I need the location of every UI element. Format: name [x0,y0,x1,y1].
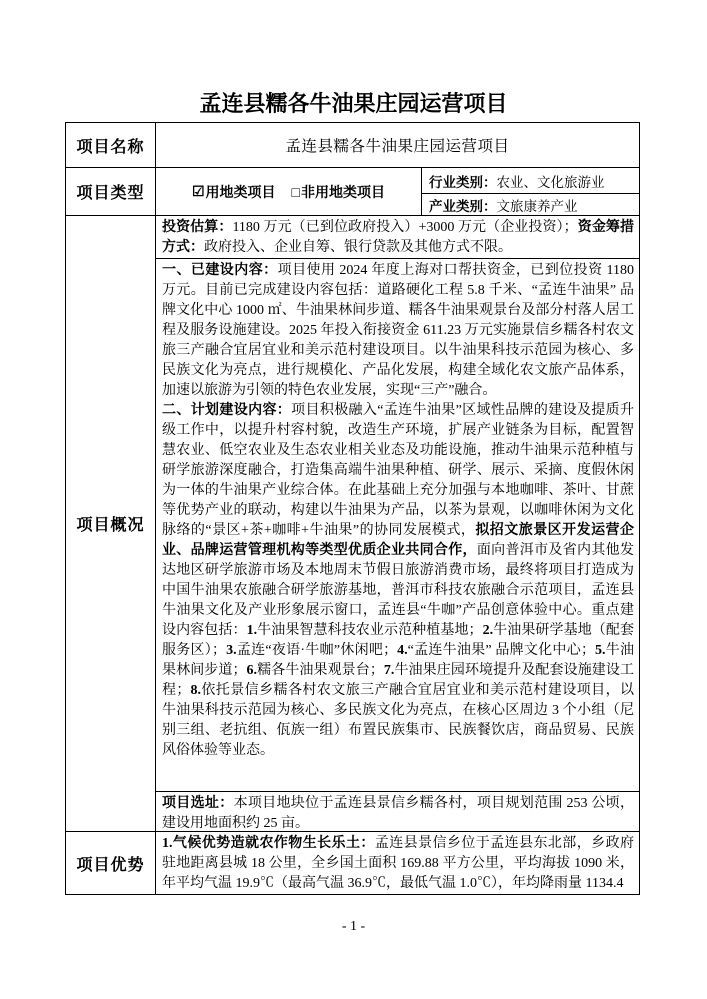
site-selection-section [156,792,639,831]
investment-section [156,216,639,258]
unchecked-checkbox-icon: □ [291,183,301,200]
table-row-project-type [66,167,639,215]
project-type-options [156,168,422,215]
checkbox-land-project[interactable] [192,182,276,202]
project-advantages-label: 项目优势 [66,832,156,894]
checked-checkbox-icon: ☑ [191,183,205,199]
investment-paragraph: 投资估算：1180 万元（已到位政府投入）+3000 万元（企业投资）；资金筹措方式：政府投入、企业自筹、银行贷款及其他方式不限。 [162,220,635,255]
project-info-table [65,122,640,895]
sector-category-value: 文旅康养产业 [496,198,578,214]
industry-category-value: 农业、文化旅游业 [496,174,605,190]
project-name-value: 孟连县糯各牛油果庄园运营项目 [285,138,510,155]
table-row-project-overview [66,215,639,831]
project-advantages-content [156,832,639,894]
project-name-label: 项目名称 [66,123,156,167]
construction-section [156,258,639,792]
checkbox-nonland-label: 非用地类项目 [301,183,386,200]
industry-category-row [422,168,639,194]
project-overview-label: 项目概况 [66,216,156,831]
table-row-project-advantages [66,831,639,894]
document-title: 孟连县糯各牛油果庄园运营项目 [199,91,508,116]
category-cell [422,168,639,215]
project-overview-content [156,216,639,831]
sector-category-row [422,194,639,215]
planned-content-paragraph: 二、计划建设内容：项目积极融入“孟连牛油果”区域性品牌的建设及提质升级工作中，以提升村容村貌，改造生产环境，扩展产业链条为目标，配置智慧农业、低空农业及生态农业相关业态及功能设施，推动牛油果示范种植与研学旅游深度融合，打造集高端牛油果种植、研学、展示、采摘、度假休闲为一体的牛油果产业综合体。在此基础上充分加强与本地咖啡、茶叶、甘蔗等优势产业的联动，构建以牛油果为产品，以茶为景观，以咖啡休闲为文化脉络的“景区+茶+咖啡+牛油果”的协同发展模式，拟招文旅景区开发运营企业、品牌运营管理机构等类型优质企业共同合作，面向普洱市及省内其他发达地区研学旅游市场及本地周末节假日旅游消费市场，最终将项目打造成为中国牛油果农旅融合研学旅游基地，普洱市科技农旅融合示范项目，孟连县牛油果文化及产业形象展示窗口，孟连县“牛咖”产品创意体验中心。重点建设内容包括：1.牛油果智慧科技农业示范种植基地；2.牛油果研学基地（配套服务区）；3.孟连“夜语·牛咖”休闲吧；4.“孟连牛油果” 品牌文化中心；5.牛油果林间步道；6.糯各牛油果观景台；7.牛油果庄园环境提升及配套设施建设工程；8.依托景信乡糯各村农文旅三产融合宜居宜业和美示范村建设项目，以牛油果科技示范园为核心、多民族文化为亮点，在核心区周边 3 个小组（尼别三组、老抗组、佤族一组）布置民族集市、民族餐饮店，商品贸易、民族风俗体验等业态。 [162,403,635,758]
industry-category-label: 行业类别： [429,174,497,190]
page-number: - 1 - [341,919,366,934]
checkbox-land-label: 用地类项目 [205,183,276,200]
table-row-project-name [66,123,639,167]
built-content-paragraph: 一、已建设内容：项目使用 2024 年度上海对口帮扶资金，已到位投资 1180 万元。目前已完成建设内容包括：道路硬化工程 5.8 千米、“孟连牛油果” 品牌文化中心 1000 ㎡、牛油果林间步道、糯各牛油果观景台及部分村落人居工程及服务设施建设。2025 年投入衔接资金 611.23 万元实施景信乡糯各村农文旅三产融合宜居宜业和美示范村建设项目。以牛油果科技示范园为核心、多民族文化为亮点，进行规模化、产品化发展，构建全域化农文旅产品体系，加速以旅游为引领的特色农业发展，实现“三产”融合。 [162,263,635,398]
sector-category-label: 产业类别： [429,198,497,214]
site-selection-paragraph: 项目选址：本项目地块位于孟连县景信乡糯各村，项目规划范围 253 公顷，建设用地面积约 25 亩。 [162,796,634,831]
project-type-label: 项目类型 [66,168,156,215]
climate-advantage-paragraph: 1.气候优势造就农作物生长乐土：孟连县景信乡位于孟连县东北部，乡政府驻地距离县城 18 公里，全乡国土面积 169.88 平方公里，平均海拔 1090 米，年平均气温 19.9℃（最高气温 36.9℃，最低气温 1.0℃），年均降雨量 1134.4 [162,836,634,891]
checkbox-nonland-project[interactable] [292,182,385,202]
